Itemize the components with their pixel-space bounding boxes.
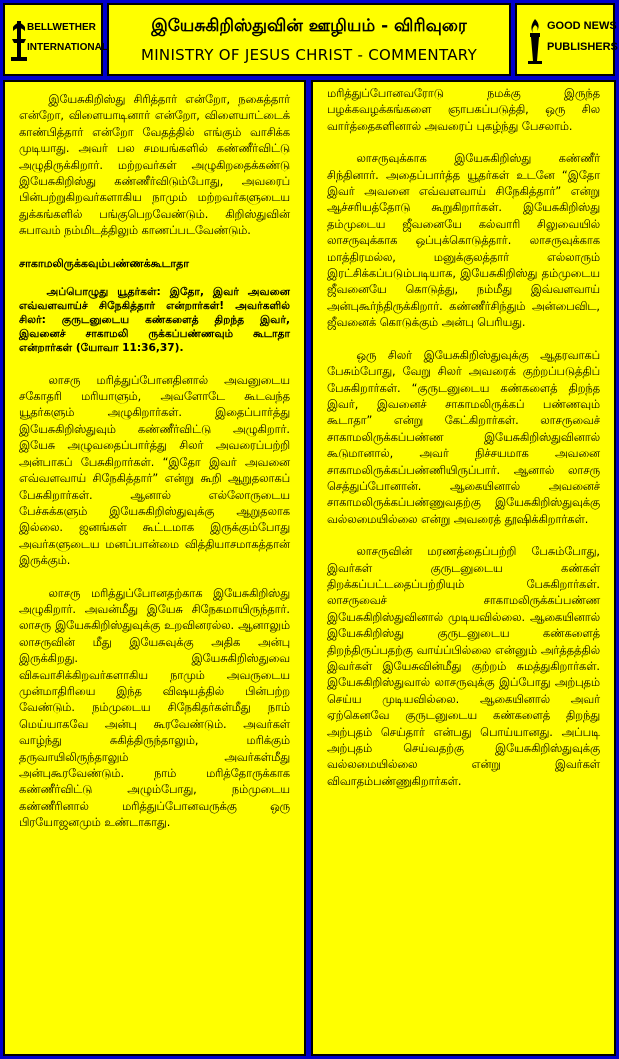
left-paragraph-1: இயேசுகிறிஸ்து சிரித்தார் என்றோ, நகைத்தார் என்றோ, விளையாடினார் என்றோ, விளையாட்டைக் காண்பித்தார் என்றோ வேதத்தில் எங்கும் வாசிக்க முடியாது. அவர் பல சமயங்களில் கண்ணீர்விட்டு அழுதிருக்கிறார். மற்றவர்கள் அழுகிறதைக்கண்டு இயேசுகிறிஸ்து கண்ணீர்விடும்போது, அவரைப் பின்பற்றுகிறவர்களாகிய நாமும் மற்றவர்களுடைய துக்கங்களில் பங்குபெறவேண்டும். கிறிஸ்துவின் சுபாவம் நம்மிடத்திலும் காணப்படவேண்டும். [19,93,290,238]
right-paragraph-1: லாசருவுக்காக இயேசுகிறிஸ்து கண்ணீர் சிந்தினார். அதைப்பார்த்த யூதர்கள் உடனே “இதோ இவர் அவனை எவ்வளவாய் சிநேகித்தார்” என்று ஆச்சரியத்தோடு கூறுகிறார்கள். இயேசுகிறிஸ்து தம்முடைய ஜீவனையே கல்வாரி சிலுவையில் லாசருவுக்காக ஒப்புக்கொடுத்தார். லாசருவுக்காக மாத்திரமல்ல, மனுக்குலத்தார் எல்லாரும் இரட்சிக்கப்படும்படியாக, இயேசுகிறிஸ்து தம்முடைய ஜீவனையே கொடுத்து, நம்மீது இவ்வளவாய் அன்புகூர்ந்திருக்கிறார். கண்ணீர்சிந்தும் அன்பைவிட, ஜீவனைக் கொடுக்கும் அன்பு பெரியது. [327,152,600,330]
scripture-quote: அப்பொழுது யூதர்கள்: இதோ, இவர் அவனை எவ்வளவாய்ச் சிநேகித்தார் என்றார்கள்! அவர்களில் சிலர்: குருடனுடைய கண்களைத் திறந்த இவர், இவனைச் சாகாமலி ருக்கப்பண்ணவும் கூடாதா என்றார்கள் (யோவா 11:36,37). [19,285,290,354]
title-english: MINISTRY OF JESUS CHRIST - COMMENTARY [140,45,478,64]
good-news-line1: GOOD NEWS [547,20,617,32]
right-paragraph-2: ஒரு சிலர் இயேசுகிறிஸ்துவுக்கு ஆதரவாகப் பேசும்போது, வேறு சிலர் அவரைக் குற்றப்படுத்திப் பேசுகிறார்கள். “குருடனுடைய கண்களைத் திறந்த இவர், இவனைச் சாகாமலிருக்கப் பண்ணவும் கூடாதா” என்று கேட்கிறார்கள். லாசருவைச் சாகாமலிருக்கப்பண்ண இயேசுகிறிஸ்துவினால் கூடுமானால், அவர் நிச்சயமாக அவனை சாகாமலிருக்கப்பண்ணியிருப்பார். ஆனால் லாசரு செத்துப்போனான். ஆகையினால் அவனைச் சாகாமலிருக்கப்பண்ணுவதற்கு இயேசுகிறிஸ்துவுக்கு வல்லமையில்லை என்று அவரைத் தூஷிக்கிறார்கள். [327,348,600,526]
left-paragraph-2: லாசரு மரித்துப்போனதினால் அவனுடைய சகோதரி மரியாளும், அவளோடே கூடவந்த யூதர்களும் அழுகிறார்கள். இதைப்பார்த்து இயேசுகிறிஸ்துவும் கண்ணீர்விட்டு அழுகிறார். இயேசு அழுவதைப்பார்த்து சிலர் அவரைப்பற்றி அன்பாகப் பேசுகிறார்கள். “இதோ இவர் அவனை எவ்வளவாய் சிநேகித்தார்” என்று கூறி ஆறுதலாகப் பேசுகிறார்கள். ஆனால் எல்லோருடைய பேச்சுக்களும் இயேசுகிறிஸ்துவுக்கு ஆறுதலாக இல்லை. ஜனங்கள் கூட்டமாக இருக்கும்போது அவர்களுடைய மனப்பான்மை வித்தியாசமாகத்தான் இருக்கும். [19,373,290,568]
bellwether-line2: INTERNATIONAL [27,42,108,53]
left-paragraph-3: லாசரு மரித்துப்போனதற்காக இயேசுகிறிஸ்து அழுகிறார். அவன்மீது இயேசு சிநேகமாயிருந்தார். லாசரு இயேசுகிறிஸ்துவுக்கு உறவினரல்ல. ஆனாலும் லாசருவின் மீது இயேசுவுக்கு அதிக அன்பு இருக்கிறது. இயேசுகிறிஸ்துவை விசுவாசிக்கிறவர்களாகிய நாமும் அவருடைய முன்மாதிரியை இந்த விஷயத்தில் பின்பற்ற வேண்டும். நம்முடைய சிநேகிதர்கள்மீது நாம் மெய்யாகவே அன்பு கூரவேண்டும். அவர்கள் வாழ்ந்து சுகித்திருந்தாலும், மரிக்கும் தருவாயிலிருந்தாலும் அவர்கள்மீது அன்புகூரவேண்டும். நாம் மரித்தோருக்காக கண்ணீர்விட்டு அழும்போது, நம்முடைய கண்ணீரினால் மரித்துப்போனவருக்கு ஒரு பிரயோஜனமும் உண்டாகாது. [19,586,290,830]
bellwether-logo [3,3,108,76]
right-column [311,80,616,1056]
good-news-logo-text [547,20,618,54]
header [3,3,616,76]
bellwether-line1: BELLWETHER [27,22,96,33]
title-tamil: இயேசுகிறிஸ்துவின் ஊழியம் - விரிவுரை [151,15,467,36]
bellwether-logo-text [27,22,108,54]
right-paragraph-3: லாசருவின் மரணத்தைப்பற்றி பேசும்போது, இவர்கள் குருடனுடைய கண்கள் திறக்கப்பட்டதைப்பற்றியும் பேசுகிறார்கள். லாசருவைச் சாகாமலிருக்கப்பண்ண இயேசுகிறிஸ்துவினால் முடியவில்லை. ஆகையினால் இயேசுகிறிஸ்து குருடனுடைய கண்களைத் திறந்திருப்பதற்கு வாய்ப்பில்லை என்னும் அர்த்தத்தில் இவர்கள் இயேசுவின்மீது குற்றம் சுமத்துகிறார்கள். இயேசுகிறிஸ்துவால் லாசருவுக்கு இப்போது அற்புதம் செய்ய முடியவில்லை. ஆகையினால் அவர் ஏற்கெனவே குருடனுடைய கண்களைத் திறந்து அற்புதம் செய்தார் என்பது பொய்யானது. அப்படி அற்புதம் செய்வதற்கு இயேசுகிறிஸ்துவுக்கு வல்லமையில்லை என்று இவர்கள் விவாதம்பண்ணுகிறார்கள். [327,545,600,788]
left-column [3,80,306,1056]
bellwether-ram-icon [11,17,27,65]
good-news-logo [515,3,618,76]
good-news-torch-icon [525,17,545,65]
good-news-line2: PUBLISHERS [547,41,618,53]
right-paragraph-0: மரித்துப்போனவரோடு நமக்கு இருந்த பழக்கவழக்கங்களை ஞாபகப்படுத்தி, ஒரு சில வார்த்தைகளினால் அவரைப் புகழ்ந்து பேசலாம். [327,87,600,133]
section-heading: சாகாமலிருக்கவும்பண்ணக்கூடாதா [19,256,189,270]
title-box [107,3,511,76]
